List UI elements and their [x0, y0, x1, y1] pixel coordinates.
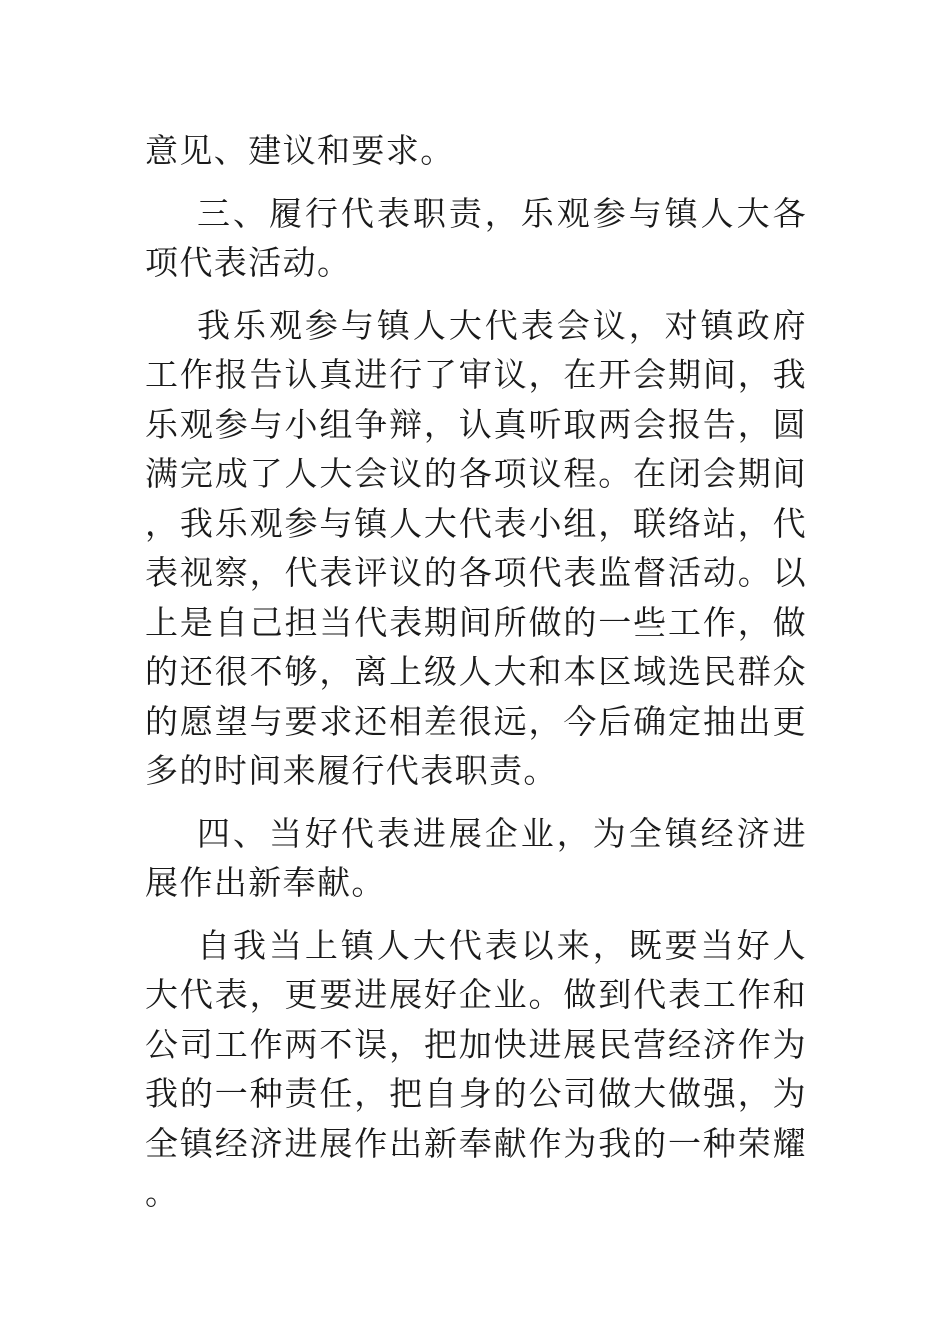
paragraph-continuation: 意见、建议和要求。 [145, 131, 455, 170]
section-heading-four: 四、当好代表进展企业，为全镇经济进展作出新奉献。 [145, 813, 807, 902]
document-page [145, 126, 807, 1231]
paragraph-body-enterprise: 自我当上镇人大代表以来，既要当好人大代表，更要进展好企业。做到代表工作和公司工作两不误，把加快进展民营经济作为我的一种责任，把自身的公司做大做强，为全镇经济进展作出新奉献作为我的一种荣耀。 [145, 925, 807, 1212]
section-heading-three: 三、履行代表职责，乐观参与镇人大各项代表活动。 [145, 193, 807, 282]
paragraph-body-meetings: 我乐观参与镇人大代表会议，对镇政府工作报告认真进行了审议，在开会期间，我乐观参与小组争辩，认真听取两会报告，圆满完成了人大会议的各项议程。在闭会期间，我乐观参与镇人大代表小组，联络站，代表视察，代表评议的各项代表监督活动。以上是自己担当代表期间所做的一些工作，做的还很不够，离上级人大和本区域选民群众的愿望与要求还相差很远，今后确定抽出更多的时间来履行代表职责。 [145, 305, 807, 790]
